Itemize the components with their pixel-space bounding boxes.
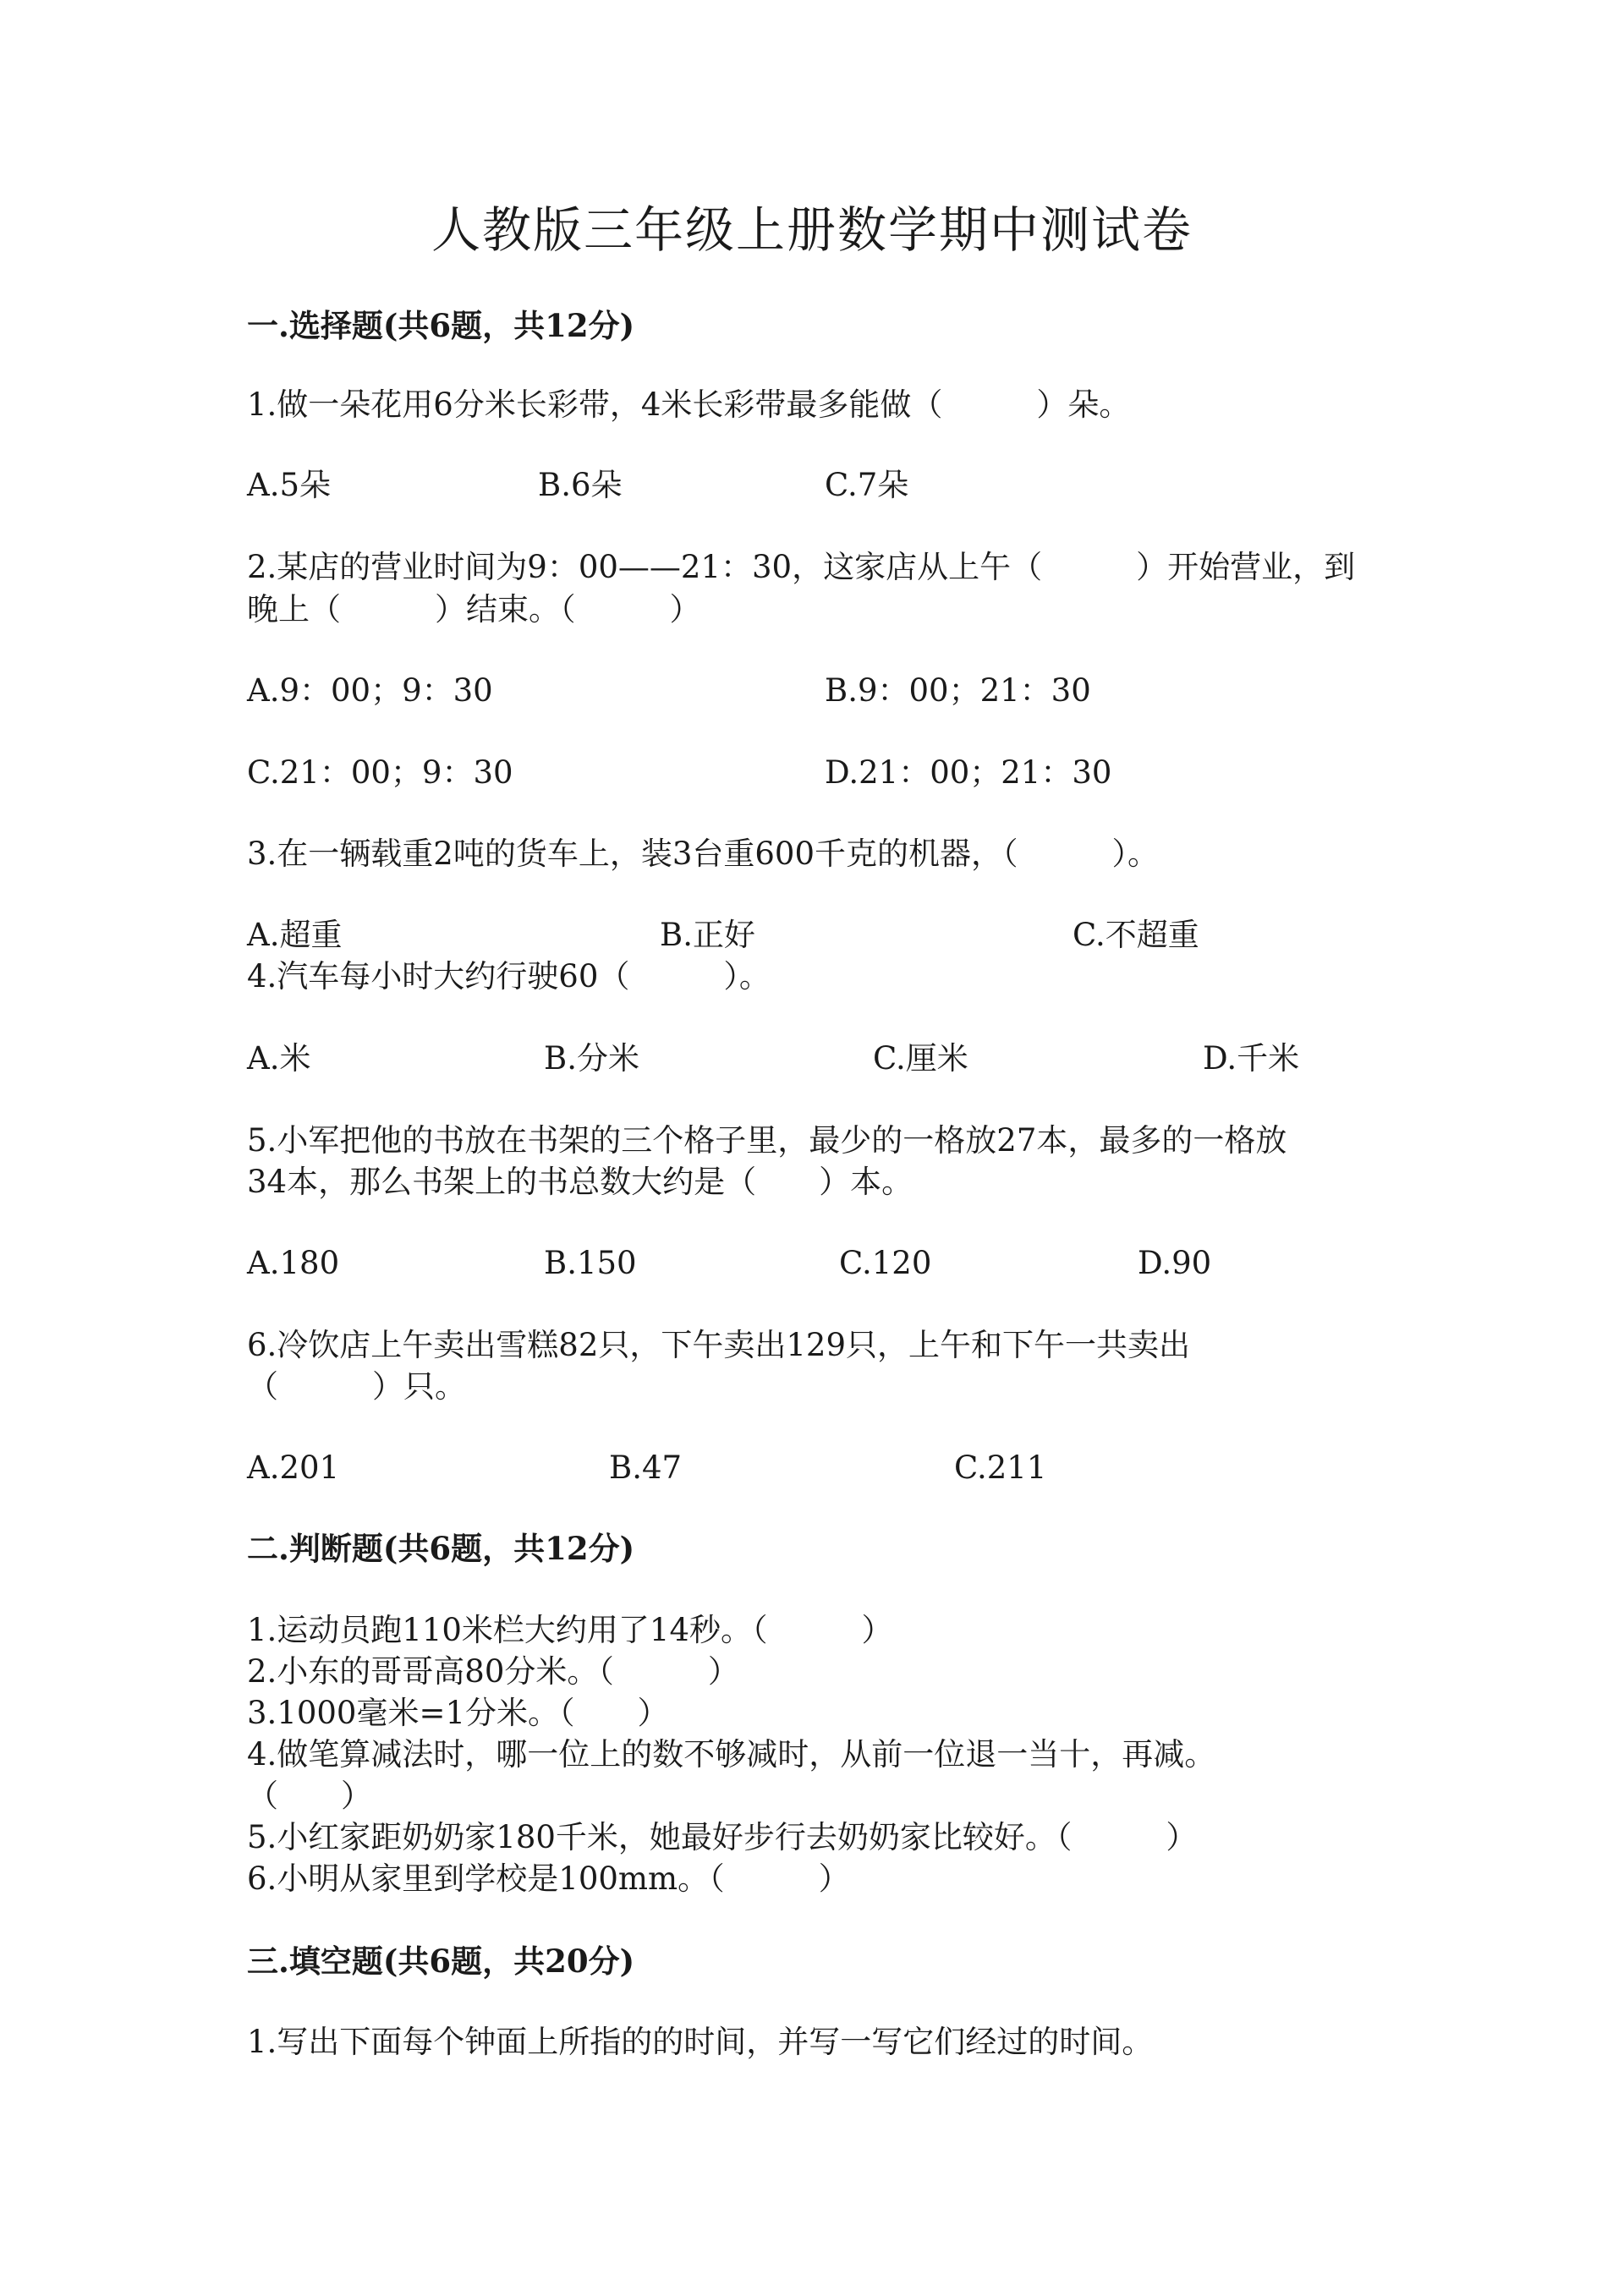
option-1a[interactable]: A.5朵 (247, 467, 332, 503)
option-2a[interactable]: A.9：00；9：30 (247, 672, 493, 709)
section-heading-fill-blank: 三.填空题(共6题，共20分) (247, 1943, 635, 1980)
option-3a[interactable]: A.超重 (247, 917, 343, 953)
fill-blank-1: 1.写出下面每个钟面上所指的的时间，并写一写它们经过的时间。 (247, 2024, 1154, 2060)
option-2d[interactable]: D.21：00；21：30 (825, 754, 1112, 791)
judgement-3: 3.1000毫米=1分米。（ ） (247, 1695, 669, 1731)
option-5c[interactable]: C.120 (839, 1245, 932, 1281)
question-4: 4.汽车每小时大约行驶60（ ）。 (247, 958, 771, 995)
option-2b[interactable]: B.9：00；21：30 (825, 672, 1091, 709)
option-4d[interactable]: D.千米 (1203, 1040, 1300, 1077)
question-3: 3.在一辆载重2吨的货车上，装3台重600千克的机器，（ ）。 (247, 836, 1160, 872)
judgement-1: 1.运动员跑110米栏大约用了14秒。（ ） (247, 1612, 893, 1648)
option-5a[interactable]: A.180 (247, 1245, 340, 1281)
question-1: 1.做一朵花用6分米长彩带，4米长彩带最多能做（ ）朵。 (247, 386, 1131, 423)
option-2c[interactable]: C.21：00；9：30 (247, 754, 513, 791)
judgement-6: 6.小明从家里到学校是100mm。（ ） (247, 1860, 850, 1897)
judgement-5: 5.小红家距奶奶家180千米，她最好步行去奶奶家比较好。（ ） (247, 1819, 1198, 1855)
option-1b[interactable]: B.6朵 (538, 467, 623, 503)
page-title: 人教版三年级上册数学期中测试卷 (431, 201, 1193, 259)
question-6-line-1: 6.冷饮店上午卖出雪糕82只，下午卖出129只，上午和下午一共卖出 (247, 1327, 1191, 1363)
option-4c[interactable]: C.厘米 (873, 1040, 968, 1077)
option-4a[interactable]: A.米 (247, 1040, 311, 1077)
option-6c[interactable]: C.211 (954, 1449, 1047, 1486)
judgement-4-line-1: 4.做笔算减法时，哪一位上的数不够减时，从前一位退一当十，再减。 (247, 1736, 1216, 1773)
option-6b[interactable]: B.47 (609, 1449, 683, 1486)
question-2-line-1: 2.某店的营业时间为9：00——21：30，这家店从上午（ ）开始营业，到 (247, 549, 1356, 585)
judgement-4-line-2: （ ） (247, 1778, 372, 1814)
option-1c[interactable]: C.7朵 (825, 467, 909, 503)
question-2-line-2: 晚上（ ）结束。（ ） (247, 591, 701, 627)
option-3b[interactable]: B.正好 (660, 917, 755, 953)
option-4b[interactable]: B.分米 (544, 1040, 639, 1077)
option-6a[interactable]: A.201 (247, 1449, 340, 1486)
option-5b[interactable]: B.150 (544, 1245, 637, 1281)
section-heading-choice: 一.选择题(共6题，共12分) (247, 307, 635, 344)
section-heading-judgement: 二.判断题(共6题，共12分) (247, 1530, 635, 1567)
question-6-line-2: （ ）只。 (247, 1368, 466, 1405)
option-5d[interactable]: D.90 (1138, 1245, 1212, 1281)
option-3c[interactable]: C.不超重 (1073, 917, 1199, 953)
question-5-line-1: 5.小军把他的书放在书架的三个格子里，最少的一格放27本，最多的一格放 (247, 1122, 1287, 1159)
judgement-2: 2.小东的哥哥高80分米。（ ） (247, 1653, 739, 1690)
question-5-line-2: 34本，那么书架上的书总数大约是（ ）本。 (247, 1164, 914, 1200)
